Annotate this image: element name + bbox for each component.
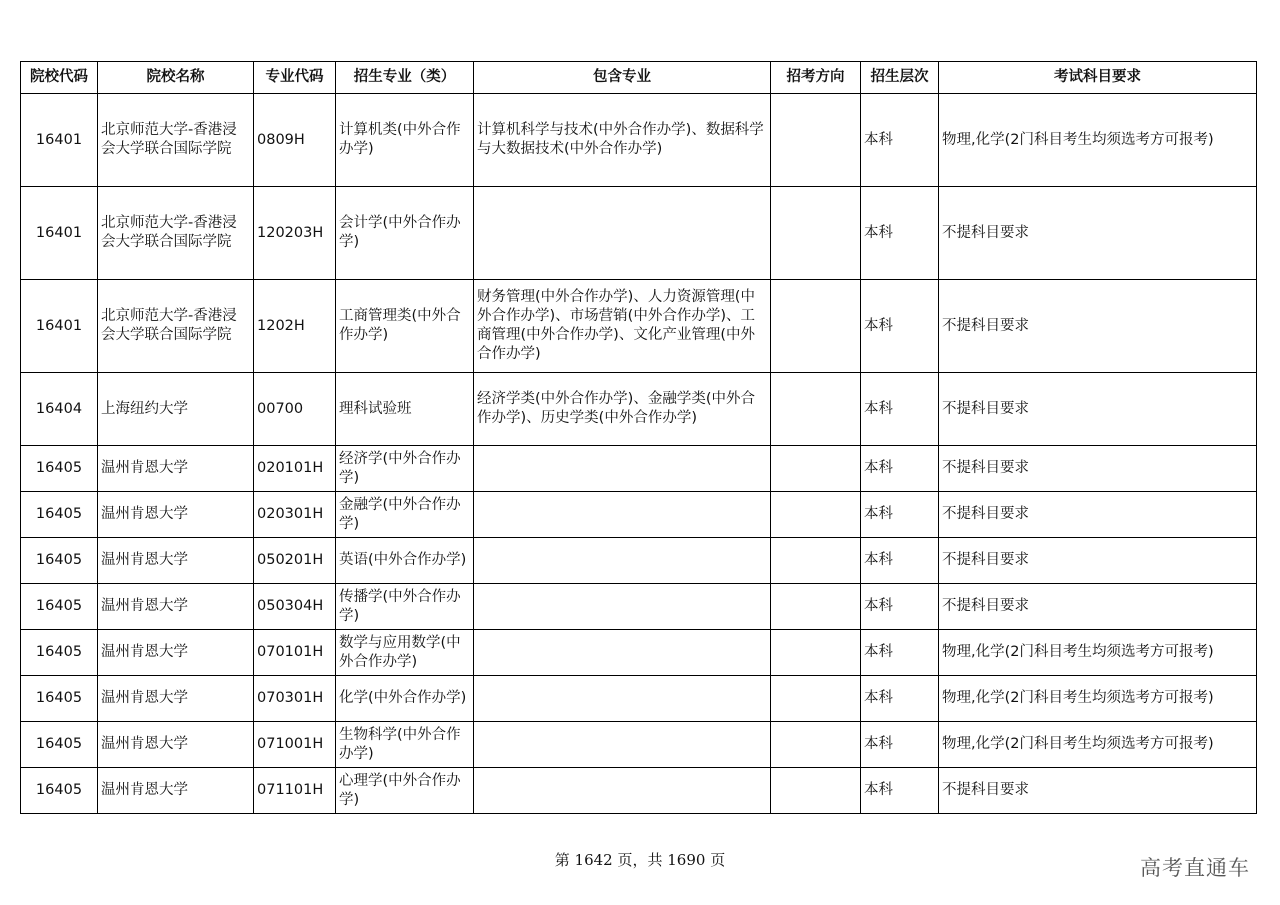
cell-major: 化学(中外合作办学) — [336, 676, 474, 722]
cell-major: 金融学(中外合作办学) — [336, 492, 474, 538]
cell-direction — [771, 538, 861, 584]
cell-school-code: 16405 — [21, 538, 98, 584]
cell-school-name: 温州肯恩大学 — [98, 722, 254, 768]
header-row — [21, 62, 1257, 94]
cell-direction — [771, 446, 861, 492]
table-row — [21, 280, 1257, 373]
cell-direction — [771, 768, 861, 814]
cell-school-code: 16405 — [21, 630, 98, 676]
cell-school-code: 16401 — [21, 187, 98, 280]
table-row — [21, 722, 1257, 768]
cell-direction — [771, 584, 861, 630]
cell-level: 本科 — [861, 280, 939, 373]
col-header-included-majors: 包含专业 — [474, 62, 771, 94]
cell-included-majors: 计算机科学与技术(中外合作办学)、数据科学与大数据技术(中外合作办学) — [474, 94, 771, 187]
cell-school-name: 温州肯恩大学 — [98, 630, 254, 676]
cell-subject-requirement: 物理,化学(2门科目考生均须选考方可报考) — [939, 676, 1257, 722]
cell-school-code: 16401 — [21, 94, 98, 187]
cell-included-majors — [474, 538, 771, 584]
admissions-table — [20, 61, 1257, 814]
table-row — [21, 187, 1257, 280]
cell-major: 数学与应用数学(中外合作办学) — [336, 630, 474, 676]
cell-school-name: 温州肯恩大学 — [98, 584, 254, 630]
cell-major-code: 050201H — [254, 538, 336, 584]
watermark: 高考直通车 — [1140, 856, 1250, 880]
cell-school-name: 北京师范大学-香港浸会大学联合国际学院 — [98, 280, 254, 373]
col-header-level: 招生层次 — [861, 62, 939, 94]
cell-subject-requirement: 不提科目要求 — [939, 538, 1257, 584]
cell-direction — [771, 94, 861, 187]
cell-school-code: 16405 — [21, 446, 98, 492]
cell-major-code: 020101H — [254, 446, 336, 492]
cell-school-code: 16405 — [21, 492, 98, 538]
cell-school-code: 16405 — [21, 768, 98, 814]
cell-major-code: 0809H — [254, 94, 336, 187]
cell-direction — [771, 373, 861, 446]
col-header-major-code: 专业代码 — [254, 62, 336, 94]
cell-major: 理科试验班 — [336, 373, 474, 446]
cell-major: 心理学(中外合作办学) — [336, 768, 474, 814]
cell-included-majors: 财务管理(中外合作办学)、人力资源管理(中外合作办学)、市场营销(中外合作办学)、工商管理(中外合作办学)、文化产业管理(中外合作办学) — [474, 280, 771, 373]
cell-direction — [771, 280, 861, 373]
cell-school-code: 16401 — [21, 280, 98, 373]
cell-major-code: 070101H — [254, 630, 336, 676]
cell-major-code: 020301H — [254, 492, 336, 538]
cell-level: 本科 — [861, 630, 939, 676]
cell-subject-requirement: 物理,化学(2门科目考生均须选考方可报考) — [939, 630, 1257, 676]
table-row — [21, 446, 1257, 492]
cell-school-code: 16404 — [21, 373, 98, 446]
cell-subject-requirement: 不提科目要求 — [939, 373, 1257, 446]
table-row — [21, 768, 1257, 814]
cell-school-code: 16405 — [21, 676, 98, 722]
cell-subject-requirement: 物理,化学(2门科目考生均须选考方可报考) — [939, 722, 1257, 768]
col-header-school-name: 院校名称 — [98, 62, 254, 94]
cell-subject-requirement: 物理,化学(2门科目考生均须选考方可报考) — [939, 94, 1257, 187]
cell-major: 生物科学(中外合作办学) — [336, 722, 474, 768]
cell-included-majors — [474, 187, 771, 280]
cell-included-majors — [474, 584, 771, 630]
cell-major: 传播学(中外合作办学) — [336, 584, 474, 630]
table-row — [21, 630, 1257, 676]
cell-major: 会计学(中外合作办学) — [336, 187, 474, 280]
cell-subject-requirement: 不提科目要求 — [939, 187, 1257, 280]
cell-direction — [771, 676, 861, 722]
table-row — [21, 584, 1257, 630]
cell-level: 本科 — [861, 676, 939, 722]
cell-included-majors: 经济学类(中外合作办学)、金融学类(中外合作办学)、历史学类(中外合作办学) — [474, 373, 771, 446]
cell-subject-requirement: 不提科目要求 — [939, 492, 1257, 538]
cell-level: 本科 — [861, 94, 939, 187]
table-row — [21, 94, 1257, 187]
table-row — [21, 538, 1257, 584]
cell-major-code: 050304H — [254, 584, 336, 630]
cell-level: 本科 — [861, 446, 939, 492]
cell-included-majors — [474, 676, 771, 722]
cell-school-name: 温州肯恩大学 — [98, 446, 254, 492]
cell-direction — [771, 630, 861, 676]
cell-subject-requirement: 不提科目要求 — [939, 584, 1257, 630]
cell-included-majors — [474, 492, 771, 538]
cell-level: 本科 — [861, 768, 939, 814]
cell-major: 计算机类(中外合作办学) — [336, 94, 474, 187]
cell-included-majors — [474, 446, 771, 492]
cell-direction — [771, 492, 861, 538]
col-header-direction: 招考方向 — [771, 62, 861, 94]
cell-school-name: 温州肯恩大学 — [98, 676, 254, 722]
cell-major-code: 1202H — [254, 280, 336, 373]
cell-major: 经济学(中外合作办学) — [336, 446, 474, 492]
cell-included-majors — [474, 722, 771, 768]
cell-school-code: 16405 — [21, 722, 98, 768]
cell-direction — [771, 187, 861, 280]
table-row — [21, 676, 1257, 722]
cell-school-name: 温州肯恩大学 — [98, 538, 254, 584]
cell-included-majors — [474, 630, 771, 676]
cell-level: 本科 — [861, 492, 939, 538]
cell-school-name: 北京师范大学-香港浸会大学联合国际学院 — [98, 94, 254, 187]
cell-level: 本科 — [861, 584, 939, 630]
table-row — [21, 373, 1257, 446]
col-header-major: 招生专业（类） — [336, 62, 474, 94]
cell-major-code: 00700 — [254, 373, 336, 446]
table-row — [21, 492, 1257, 538]
cell-school-code: 16405 — [21, 584, 98, 630]
cell-school-name: 北京师范大学-香港浸会大学联合国际学院 — [98, 187, 254, 280]
page-number: 第 1642 页，共 1690 页 — [554, 851, 726, 869]
cell-school-name: 温州肯恩大学 — [98, 492, 254, 538]
cell-level: 本科 — [861, 373, 939, 446]
col-header-subject-requirement: 考试科目要求 — [939, 62, 1257, 94]
cell-direction — [771, 722, 861, 768]
cell-major-code: 071001H — [254, 722, 336, 768]
cell-included-majors — [474, 768, 771, 814]
cell-school-name: 温州肯恩大学 — [98, 768, 254, 814]
cell-major-code: 071101H — [254, 768, 336, 814]
cell-major-code: 070301H — [254, 676, 336, 722]
cell-subject-requirement: 不提科目要求 — [939, 768, 1257, 814]
cell-subject-requirement: 不提科目要求 — [939, 446, 1257, 492]
cell-level: 本科 — [861, 187, 939, 280]
cell-major-code: 120203H — [254, 187, 336, 280]
cell-level: 本科 — [861, 722, 939, 768]
cell-school-name: 上海纽约大学 — [98, 373, 254, 446]
cell-subject-requirement: 不提科目要求 — [939, 280, 1257, 373]
cell-major: 英语(中外合作办学) — [336, 538, 474, 584]
col-header-school-code: 院校代码 — [21, 62, 98, 94]
cell-major: 工商管理类(中外合作办学) — [336, 280, 474, 373]
cell-level: 本科 — [861, 538, 939, 584]
